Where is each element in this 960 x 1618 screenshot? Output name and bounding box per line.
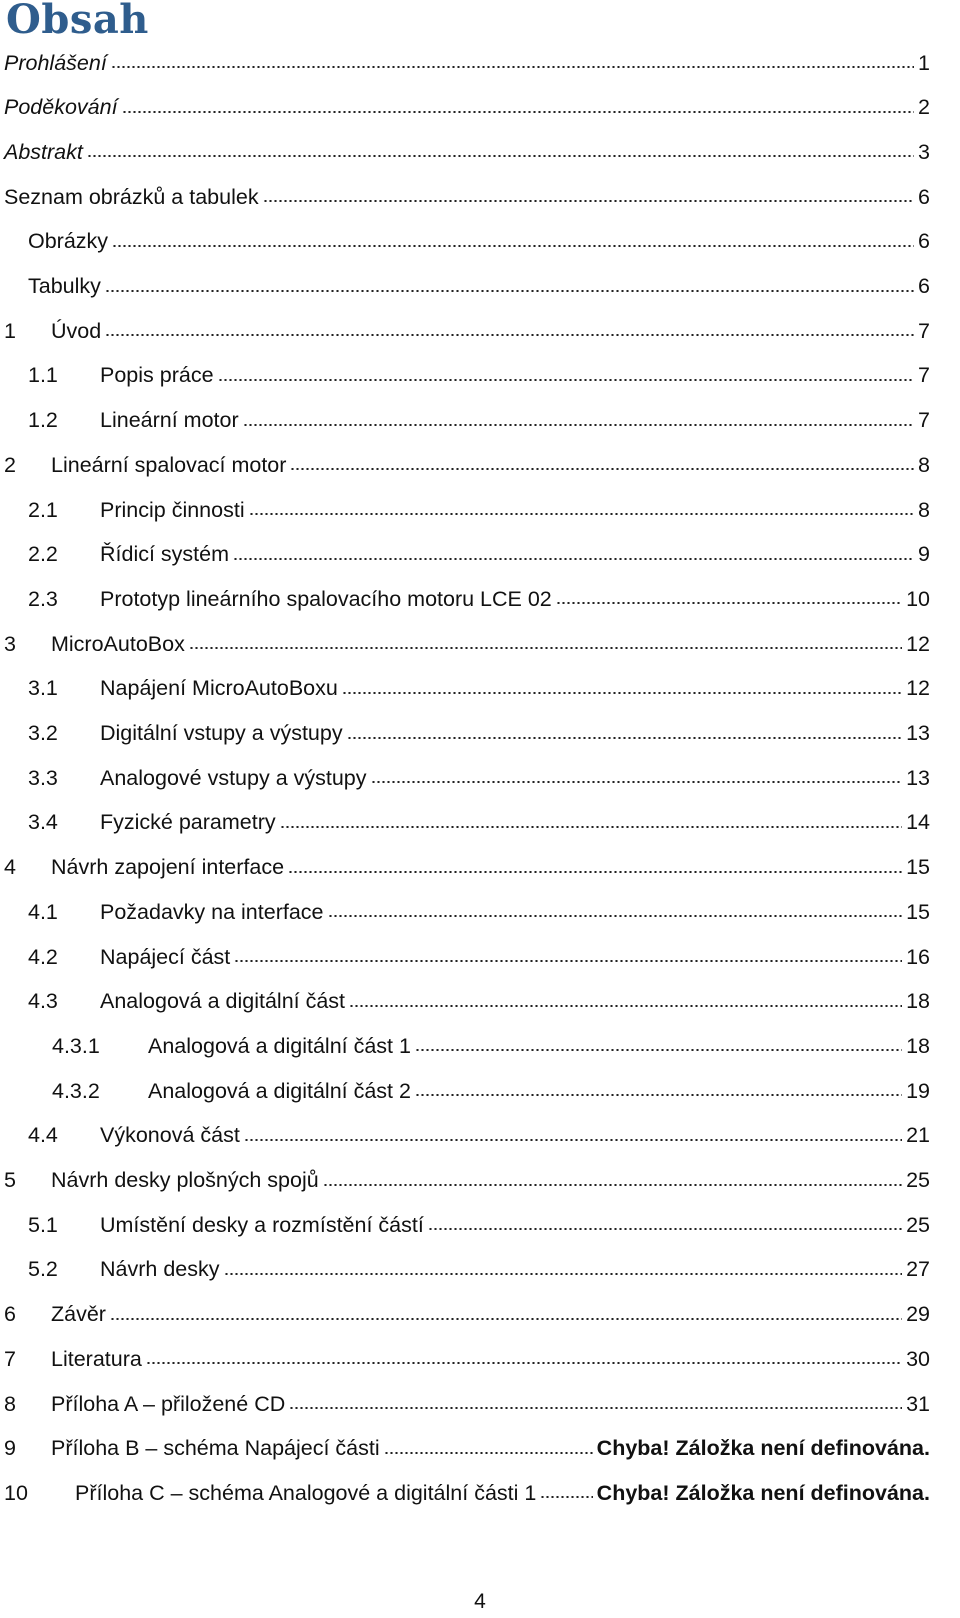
- toc-entry-page: 8: [918, 497, 930, 522]
- toc-entry-page: Chyba! Záložka není definována.: [596, 1436, 930, 1461]
- toc-entry[interactable]: [0, 666, 930, 712]
- toc-entry-number: 3.3: [28, 765, 58, 790]
- toc-entry-title: Abstrakt: [4, 139, 83, 164]
- toc-entry[interactable]: [0, 40, 930, 86]
- toc-entry-number: 2: [4, 452, 16, 477]
- toc-entry-page: 12: [906, 631, 930, 656]
- toc-entry-title: Analogová a digitální část 2: [148, 1078, 411, 1103]
- toc-entry-page: 8: [918, 452, 930, 477]
- toc-entry-page: 2: [918, 95, 930, 120]
- toc-entry-page: 3: [918, 139, 930, 164]
- toc-entry[interactable]: [0, 308, 930, 354]
- toc-entry-title: Napájení MicroAutoBoxu: [100, 676, 338, 701]
- toc-entry-page: 15: [906, 899, 930, 924]
- toc-entry-number: 3.1: [28, 676, 58, 701]
- toc-entry-title: Popis práce: [100, 363, 214, 388]
- toc-entry[interactable]: [0, 1381, 930, 1427]
- toc-entry-title: Analogová a digitální část: [100, 989, 346, 1014]
- toc-entry-page: 31: [906, 1391, 930, 1416]
- toc-entry[interactable]: [0, 1470, 930, 1516]
- toc-leader-dots: [349, 1005, 902, 1007]
- toc-entry[interactable]: [0, 934, 930, 980]
- toc-entry[interactable]: [0, 1426, 930, 1472]
- toc-entry-page: 13: [906, 765, 930, 790]
- toc-entry-number: 4.3.2: [52, 1078, 100, 1103]
- toc-entry[interactable]: [0, 129, 930, 175]
- toc-entry-number: 9: [4, 1436, 16, 1461]
- toc-entry-number: 7: [4, 1346, 16, 1371]
- toc-leader-dots: [112, 245, 914, 247]
- toc-entry[interactable]: [0, 1023, 930, 1069]
- toc-leader-dots: [323, 1184, 902, 1186]
- toc-leader-dots: [146, 1362, 902, 1364]
- toc-entry[interactable]: [0, 845, 930, 891]
- toc-entry-title: Výkonová část: [100, 1123, 240, 1148]
- toc-entry-number: 1.1: [28, 363, 58, 388]
- toc-entry-number: 5.2: [28, 1257, 58, 1282]
- toc-leader-dots: [122, 111, 914, 113]
- toc-leader-dots: [347, 737, 902, 739]
- toc-entry-title: Řídicí systém: [100, 542, 230, 567]
- toc-entry-page: 16: [906, 944, 930, 969]
- toc-entry[interactable]: [0, 1202, 930, 1248]
- toc-entry-title: Literatura: [51, 1346, 142, 1371]
- toc-entry-page: 25: [906, 1212, 930, 1237]
- toc-entry[interactable]: [0, 800, 930, 846]
- toc-entry-title: Návrh desky plošných spojů: [51, 1168, 319, 1192]
- toc-entry[interactable]: [0, 532, 930, 578]
- toc-entry-title: Příloha A – přiložené CD: [51, 1391, 286, 1416]
- toc-entry-number: 3.4: [28, 810, 58, 835]
- toc-entry-number: 5: [4, 1168, 16, 1192]
- toc-entry-number: 3.2: [28, 721, 58, 745]
- toc-entry-number: 5.1: [28, 1212, 58, 1237]
- toc-leader-dots: [415, 1049, 902, 1051]
- toc-entry[interactable]: [0, 1068, 930, 1114]
- toc-entry[interactable]: [0, 264, 930, 310]
- toc-entry[interactable]: [0, 1113, 930, 1159]
- toc-entry-page: 7: [918, 318, 930, 343]
- toc-entry-page: 7: [918, 408, 930, 433]
- toc-entry[interactable]: [0, 1292, 930, 1338]
- toc-entry-number: 4.1: [28, 899, 58, 924]
- toc-entry-title: Požadavky na interface: [100, 899, 324, 924]
- toc-entry-page: 18: [906, 1033, 930, 1058]
- toc-entry-page: 6: [918, 184, 930, 209]
- toc-entry-title: Závěr: [51, 1302, 106, 1327]
- toc-leader-dots: [244, 1139, 902, 1141]
- toc-leader-dots: [428, 1228, 902, 1230]
- toc-entry-number: 4.4: [28, 1123, 58, 1148]
- toc-entry[interactable]: [0, 576, 930, 622]
- toc-entry-title: MicroAutoBox: [51, 631, 185, 656]
- toc-entry-number: 2.1: [28, 497, 58, 522]
- toc-entry-title: Návrh zapojení interface: [51, 855, 285, 880]
- toc-entry-page: 29: [906, 1302, 930, 1327]
- toc-leader-dots: [218, 379, 914, 381]
- toc-leader-dots: [280, 826, 902, 828]
- toc-entry-page: 10: [906, 586, 930, 611]
- toc-leader-dots: [243, 424, 914, 426]
- toc-entry-page: 25: [906, 1168, 930, 1192]
- toc-entry[interactable]: [0, 755, 930, 801]
- toc-leader-dots: [540, 1496, 592, 1498]
- toc-entry-title: Návrh desky: [100, 1257, 220, 1282]
- toc-entry-title: Analogová a digitální část 1: [148, 1033, 411, 1058]
- toc-entry-page: 6: [918, 274, 930, 298]
- toc-entry-title: Analogové vstupy a výstupy: [100, 765, 367, 790]
- toc-entry-title: Obrázky: [28, 229, 109, 254]
- toc-leader-dots: [234, 960, 902, 962]
- toc-entry-title: Seznam obrázků a tabulek: [4, 184, 259, 209]
- toc-entry-title: Úvod: [51, 318, 102, 343]
- toc-entry[interactable]: [0, 353, 930, 399]
- toc-entry-number: 4: [4, 855, 16, 880]
- toc-leader-dots: [328, 915, 903, 917]
- toc-entry-title: Napájecí část: [100, 944, 231, 969]
- page-title: Obsah: [6, 0, 149, 43]
- toc-entry-number: 1: [4, 318, 16, 343]
- toc-leader-dots: [87, 155, 914, 157]
- toc-entry-number: 8: [4, 1391, 16, 1416]
- toc-entry-number: 3: [4, 631, 16, 656]
- toc-entry-number: 4.3: [28, 989, 58, 1014]
- toc-leader-dots: [105, 334, 914, 336]
- toc-entry-page: 15: [906, 855, 930, 880]
- toc-leader-dots: [288, 871, 902, 873]
- toc-leader-dots: [111, 66, 914, 68]
- toc-entry[interactable]: [0, 711, 930, 757]
- toc-entry[interactable]: [0, 219, 930, 265]
- toc-leader-dots: [224, 1273, 903, 1275]
- toc-leader-dots: [290, 468, 914, 470]
- toc-leader-dots: [110, 1318, 902, 1320]
- toc-entry-page: 7: [918, 363, 930, 388]
- toc-entry-title: Prototyp lineárního spalovacího motoru LCE 02: [100, 586, 552, 611]
- toc-leader-dots: [263, 200, 914, 202]
- toc-entry-page: 14: [906, 810, 930, 835]
- toc-entry-number: 2.3: [28, 586, 58, 611]
- toc-entry-page: 19: [906, 1078, 930, 1103]
- toc-entry-page: 18: [906, 989, 930, 1014]
- toc-entry-title: Příloha C – schéma Analogové a digitální části 1: [75, 1480, 537, 1505]
- toc-leader-dots: [189, 647, 902, 649]
- toc-entry-page: 6: [918, 229, 930, 254]
- toc-leader-dots: [249, 513, 914, 515]
- toc-entry-number: 4.3.1: [52, 1033, 100, 1058]
- toc-leader-dots: [556, 602, 902, 604]
- toc-entry-title: Fyzické parametry: [100, 810, 276, 835]
- toc-entry[interactable]: [0, 487, 930, 533]
- toc-entry[interactable]: [0, 1336, 930, 1382]
- toc-entry-number: 10: [4, 1480, 28, 1505]
- toc-entry[interactable]: [0, 1158, 930, 1204]
- toc-entry-title: Prohlášení: [4, 50, 107, 75]
- toc-entry[interactable]: [0, 174, 930, 220]
- toc-entry-title: Princip činnosti: [100, 497, 245, 522]
- toc-entry[interactable]: [0, 621, 930, 667]
- toc-leader-dots: [415, 1094, 902, 1096]
- toc-leader-dots: [105, 290, 914, 292]
- toc-entry-title: Umístění desky a rozmístění částí: [100, 1212, 424, 1237]
- toc-entry-page: 9: [918, 542, 930, 567]
- toc-entry-title: Poděkování: [4, 95, 118, 120]
- toc-entry[interactable]: [0, 398, 930, 444]
- toc-entry-page: 12: [906, 676, 930, 701]
- toc-entry-title: Příloha B – schéma Napájecí části: [51, 1436, 380, 1461]
- toc-entry-title: Lineární spalovací motor: [51, 452, 287, 477]
- toc-entry[interactable]: [0, 85, 930, 131]
- toc-entry-page: 13: [906, 721, 930, 745]
- toc-entry[interactable]: [0, 442, 930, 488]
- toc-entry-number: 4.2: [28, 944, 58, 969]
- toc-entry-title: Digitální vstupy a výstupy: [100, 721, 343, 745]
- toc-entry-page: 30: [906, 1346, 930, 1371]
- toc-entry-number: 2.2: [28, 542, 58, 567]
- toc-entry-page: 1: [918, 50, 930, 75]
- toc-leader-dots: [289, 1407, 902, 1409]
- toc-leader-dots: [371, 781, 903, 783]
- page-number: 4: [474, 1590, 486, 1613]
- toc-entry-page: Chyba! Záložka není definována.: [596, 1480, 930, 1505]
- toc-entry[interactable]: [0, 979, 930, 1025]
- toc-entry-title: Tabulky: [28, 274, 101, 298]
- toc-leader-dots: [233, 558, 914, 560]
- toc-leader-dots: [384, 1452, 593, 1454]
- toc-entry-title: Lineární motor: [100, 408, 239, 433]
- toc-leader-dots: [342, 692, 902, 694]
- toc-entry-number: 6: [4, 1302, 16, 1327]
- toc-entry[interactable]: [0, 1247, 930, 1293]
- toc-entry[interactable]: [0, 889, 930, 935]
- toc-entry-number: 1.2: [28, 408, 58, 433]
- toc-entry-page: 27: [906, 1257, 930, 1282]
- toc-entry-page: 21: [906, 1123, 930, 1148]
